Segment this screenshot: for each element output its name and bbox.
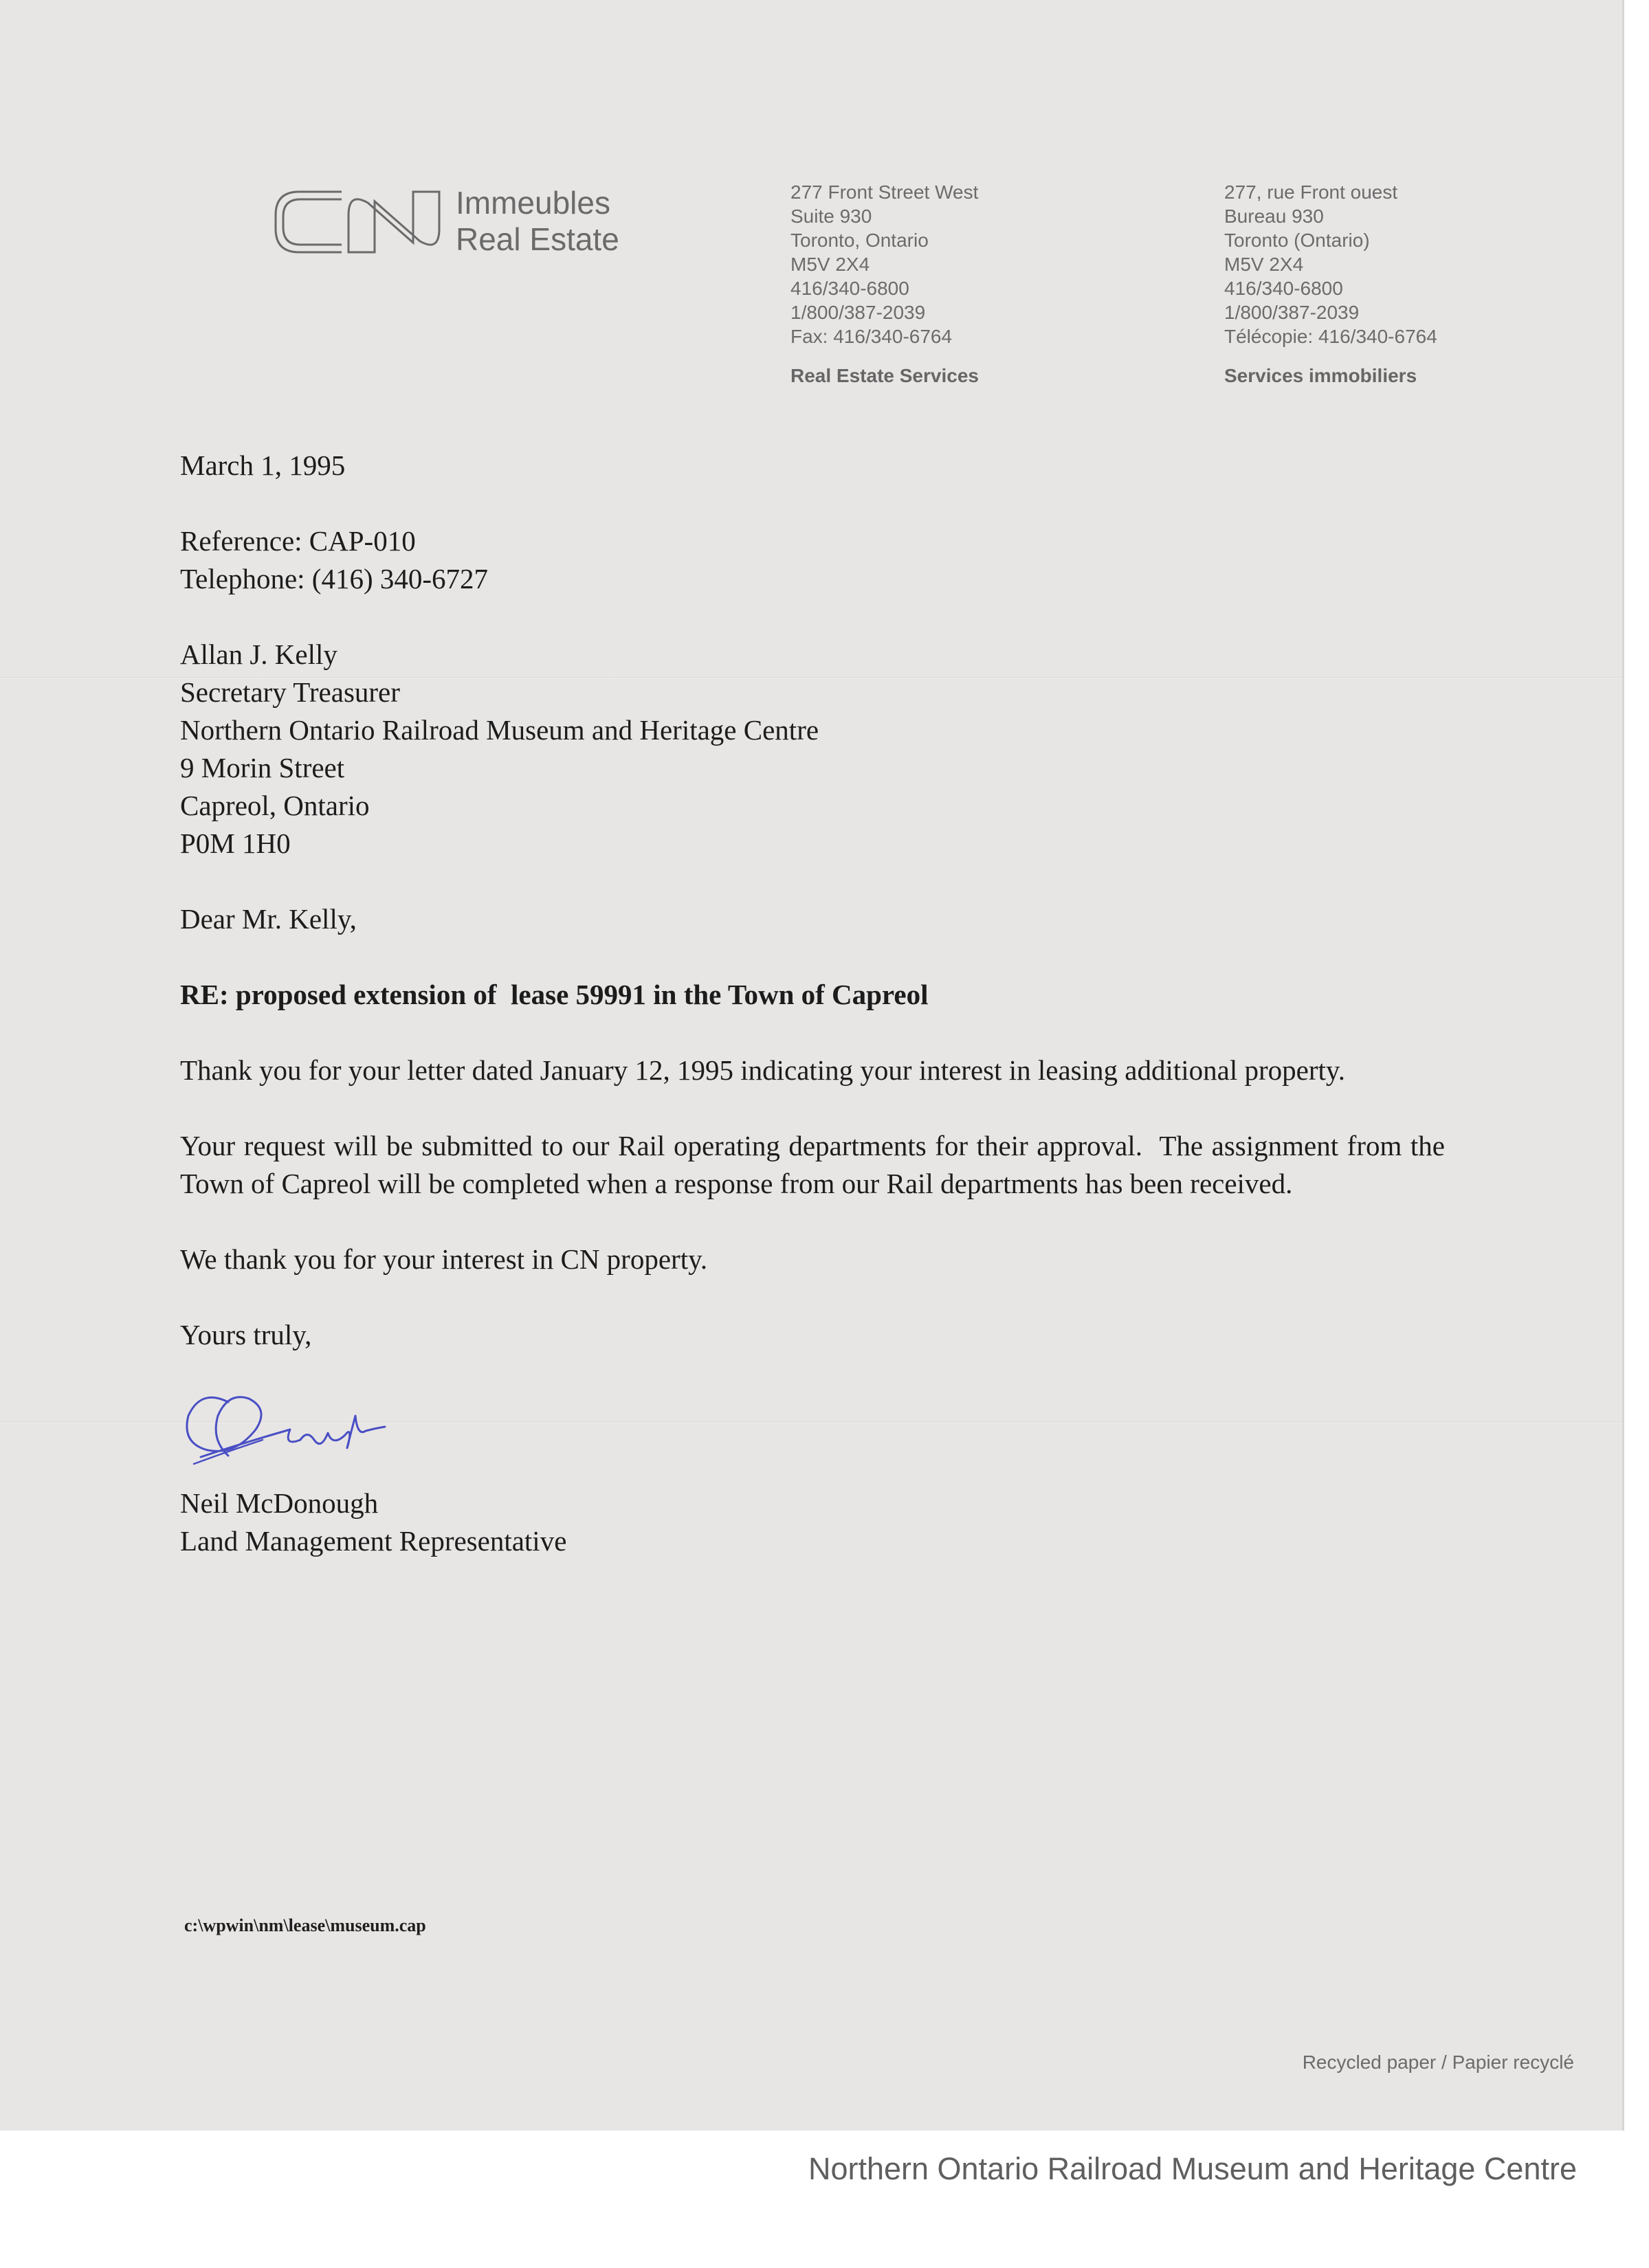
phone-line: 416/340-6800 bbox=[790, 278, 909, 299]
english-service-name: Real Estate Services bbox=[790, 365, 979, 386]
reference-line: Reference: CAP-010 bbox=[180, 525, 416, 557]
recipient-title: Secretary Treasurer bbox=[180, 676, 400, 708]
signer-name: Neil McDonough bbox=[180, 1487, 379, 1519]
address-line: 277 Front Street West bbox=[790, 181, 979, 203]
archive-credit: Northern Ontario Railroad Museum and Heritage Centre bbox=[808, 2151, 1577, 2186]
address-line: 277, rue Front ouest bbox=[1224, 181, 1398, 203]
closing: Yours truly, bbox=[180, 1319, 312, 1350]
phone-line: 1/800/387-2039 bbox=[1224, 302, 1360, 323]
recipient-organization: Northern Ontario Railroad Museum and Heritage Centre bbox=[180, 714, 819, 746]
phone-line: 1/800/387-2039 bbox=[790, 302, 926, 323]
telephone-line: Telephone: (416) 340-6727 bbox=[180, 563, 489, 594]
body-paragraph: We thank you for your interest in CN property. bbox=[180, 1243, 708, 1275]
cn-logo-mark bbox=[272, 188, 443, 256]
address-line: Toronto, Ontario bbox=[790, 230, 929, 251]
reference-block bbox=[180, 522, 1445, 598]
address-line: M5V 2X4 bbox=[1224, 254, 1304, 275]
signature-block bbox=[180, 1485, 1445, 1560]
address-line: M5V 2X4 bbox=[790, 254, 870, 275]
fax-line: Fax: 416/340-6764 bbox=[790, 326, 953, 347]
address-line: Bureau 930 bbox=[1224, 205, 1324, 227]
letter-body bbox=[180, 447, 1452, 1560]
body-paragraph: Your request will be submitted to our Rail operating departments for their approval. The assignment from the Town of Capreol will be completed when a response from our Rail departments has been received. bbox=[180, 1130, 1452, 1199]
recipient-address bbox=[180, 636, 1445, 863]
recipient-name: Allan J. Kelly bbox=[180, 638, 337, 670]
english-address-block bbox=[790, 180, 979, 388]
recycled-paper-note: Recycled paper / Papier recyclé bbox=[1302, 2052, 1574, 2073]
address-line: Toronto (Ontario) bbox=[1224, 230, 1370, 251]
recipient-street: 9 Morin Street bbox=[180, 752, 345, 783]
body-paragraph: Thank you for your letter dated January 12, 1995 indicating your interest in leasing additional property. bbox=[180, 1054, 1345, 1086]
recipient-city: Capreol, Ontario bbox=[180, 790, 370, 821]
french-service-name: Services immobiliers bbox=[1224, 365, 1417, 386]
french-address-block bbox=[1224, 180, 1437, 388]
signer-title: Land Management Representative bbox=[180, 1525, 567, 1557]
salutation: Dear Mr. Kelly, bbox=[180, 903, 357, 935]
letter-date: March 1, 1995 bbox=[180, 449, 346, 481]
recipient-postal-code: P0M 1H0 bbox=[180, 827, 291, 859]
address-line: Suite 930 bbox=[790, 205, 872, 227]
phone-line: 416/340-6800 bbox=[1224, 278, 1343, 299]
file-path: c:\wpwin\nm\lease\museum.cap bbox=[184, 1915, 426, 1935]
logo-text-immeubles: Immeubles bbox=[456, 185, 610, 221]
handwritten-signature bbox=[180, 1375, 428, 1478]
cn-logo bbox=[272, 182, 636, 278]
fax-line: Télécopie: 416/340-6764 bbox=[1224, 326, 1437, 347]
subject-line: RE: proposed extension of lease 59991 in the Town of Capreol bbox=[180, 979, 929, 1010]
logo-text-real-estate: Real Estate bbox=[456, 221, 619, 257]
